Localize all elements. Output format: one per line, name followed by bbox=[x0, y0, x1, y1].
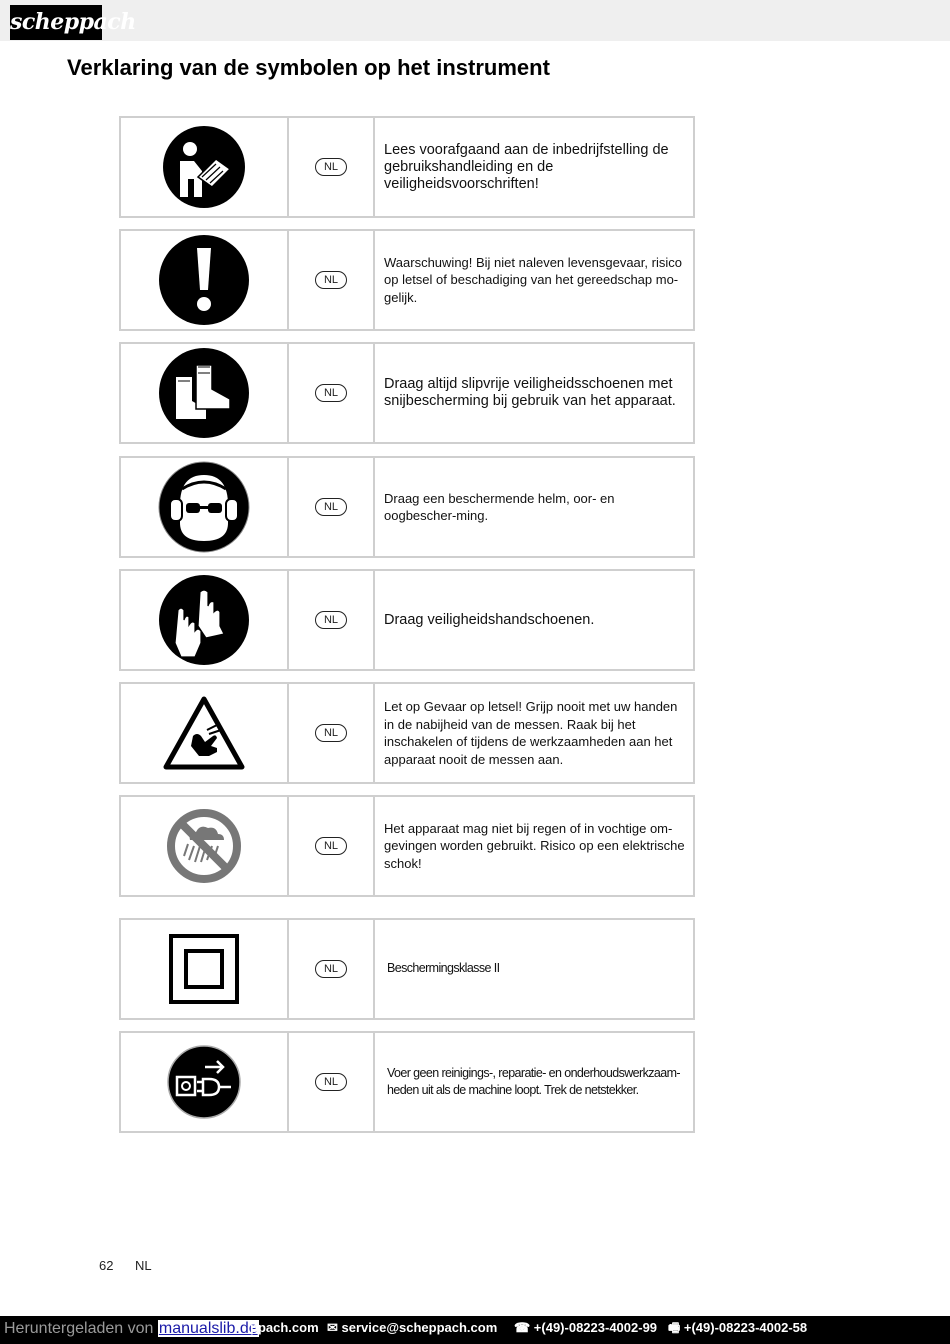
symbol-description: Voer geen reinigings-, reparatie- en onderhoudswerkzaam-heden uit als de machine loopt. Trek de netstekker. bbox=[387, 1065, 680, 1097]
hand-injury-warning-icon bbox=[121, 684, 289, 782]
language-badge: NL bbox=[315, 1073, 347, 1091]
symbol-description: Draag veiligheidshandschoenen. bbox=[384, 611, 595, 628]
symbol-description: Beschermingsklasse II bbox=[387, 961, 500, 976]
scheppach-logo: scheppach bbox=[10, 5, 102, 40]
safety-boots-icon bbox=[121, 344, 289, 442]
language-badge: NL bbox=[315, 384, 347, 402]
symbol-row bbox=[119, 569, 695, 671]
manualslib-link[interactable]: manualslib.de bbox=[158, 1320, 258, 1337]
symbol-row bbox=[119, 1031, 695, 1133]
symbol-row bbox=[119, 116, 695, 218]
warning-exclamation-icon bbox=[121, 231, 289, 329]
symbol-row bbox=[119, 918, 695, 1020]
website-text: ppach.com bbox=[250, 1320, 319, 1335]
page-title: Verklaring van de symbolen op het instrument bbox=[67, 55, 550, 80]
language-badge: NL bbox=[315, 498, 347, 516]
language-badge: NL bbox=[315, 271, 347, 289]
read-manual-icon bbox=[121, 118, 289, 216]
symbol-row bbox=[119, 229, 695, 331]
symbol-row bbox=[119, 342, 695, 444]
symbol-description: Draag een beschermende helm, oor- en oogbescher-ming. bbox=[384, 490, 615, 523]
language-badge: NL bbox=[315, 960, 347, 978]
symbol-description: Let op Gevaar op letsel! Grijp nooit met uw handen in de nabijheid van de messen. Raak bij het inschakelen of tijdens de werkzaamheden aan het apparaat nooit de messen aan. bbox=[384, 699, 678, 767]
symbol-description: Het apparaat mag niet bij regen of in vochtige om-gevingen worden gebruikt. Risico op een elektrische schok! bbox=[384, 820, 685, 871]
symbol-description: Lees voorafgaand aan de inbedrijfstelling de gebruikshandleiding en de veiligheidsvoorschriften! bbox=[384, 141, 669, 192]
protection-class-ii-icon bbox=[121, 920, 289, 1018]
unplug-before-maintenance-icon bbox=[121, 1033, 289, 1131]
language-badge: NL bbox=[315, 158, 347, 176]
language-badge: NL bbox=[315, 837, 347, 855]
language-badge: NL bbox=[315, 611, 347, 629]
symbol-row bbox=[119, 795, 695, 897]
symbol-row bbox=[119, 682, 695, 784]
symbol-row bbox=[119, 456, 695, 558]
fax-number: 🖷 +(49)-08223-4002-58 bbox=[668, 1320, 808, 1335]
safety-gloves-icon bbox=[121, 571, 289, 669]
no-rain-icon bbox=[121, 797, 289, 895]
service-email: ✉ service@scheppach.com bbox=[327, 1320, 498, 1335]
helmet-ear-eye-protection-icon bbox=[121, 458, 289, 556]
phone-number: ☎ +(49)-08223-4002-99 bbox=[514, 1320, 658, 1335]
downloaded-from-label: Heruntergeladen von bbox=[4, 1320, 154, 1337]
page-language: NL bbox=[135, 1258, 152, 1273]
symbol-description: Waarschuwing! Bij niet naleven levensgevaar, risico op letsel of beschadiging van het gereedschap mo-gelijk. bbox=[384, 254, 682, 305]
language-badge: NL bbox=[315, 724, 347, 742]
footer-bar bbox=[0, 1316, 950, 1344]
page-number: 62 bbox=[99, 1258, 114, 1273]
symbol-description: Draag altijd slipvrije veiligheidsschoenen met snijbescherming bij gebruik van het apparaat. bbox=[384, 376, 676, 409]
